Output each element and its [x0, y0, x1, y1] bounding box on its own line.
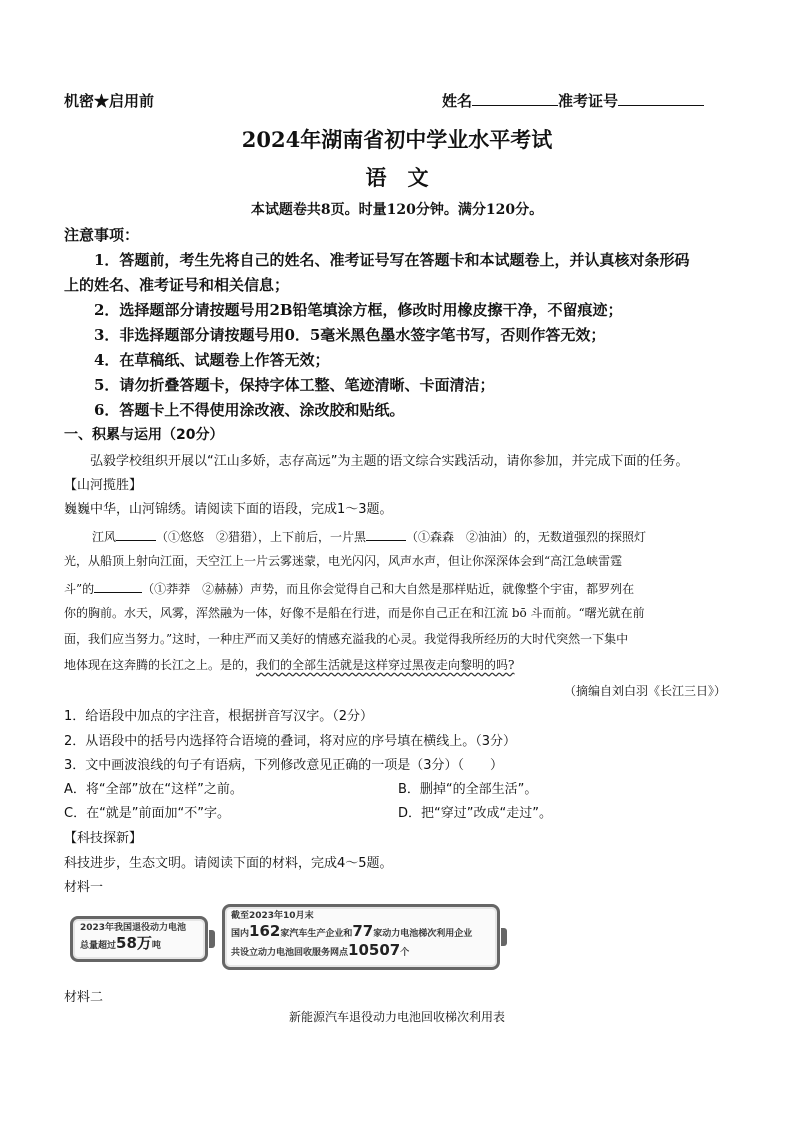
notice-item-4: 4．在草稿纸、试题卷上作答无效；: [94, 351, 330, 369]
notice-item-3: 3．非选择题部分请按题号用0．5毫米黑色墨水签字笔书写，否则作答无效；: [94, 326, 606, 344]
passage-3a: 斗”的: [64, 582, 95, 596]
battery2-line3: 共设立动力电池回收服务网点10507个: [231, 941, 410, 959]
wavy-sentence: 我们的全部生活就是这样穿过黑夜走向黎明的吗?: [256, 658, 515, 672]
part2-lead: 科技进步，生态文明。请阅读下面的材料，完成4～5题。: [64, 856, 393, 871]
passage-1b: （①悠悠 ②猎猎），上下前后，一片黑: [156, 530, 367, 544]
passage-source: （摘编自刘白羽《长江三日》）: [563, 684, 726, 698]
material1-label: 材料一: [64, 880, 104, 895]
part1-lead: 巍巍中华，山河锦绣。请阅读下面的语段，完成1～3题。: [64, 502, 393, 517]
battery2-line1: 截至2023年10月末: [231, 911, 314, 921]
question-3: 3．文中画波浪线的句子有语病，下列修改意见正确的一项是（3分）（ ）: [64, 758, 504, 773]
battery1-line1: 2023年我国退役动力电池: [80, 923, 187, 933]
section1-title: 一、积累与运用（20分）: [64, 427, 224, 443]
notice-item-6: 6．答题卡上不得使用涂改液、涂改胶和贴纸。: [94, 401, 405, 419]
table-title: 新能源汽车退役动力电池回收梯次利用表: [288, 1010, 505, 1024]
question-2: 2．从语段中的括号内选择符合语境的叠词，将对应的序号填在横线上。（3分）: [64, 734, 517, 749]
notice-item-5: 5．请勿折叠答题卡，保持字体工整、笔迹清晰、卡面清洁；: [94, 376, 495, 394]
blank-3[interactable]: [94, 578, 142, 593]
blank-1[interactable]: [116, 526, 156, 541]
id-blank[interactable]: [618, 91, 704, 106]
notice-item-2: 2．选择题部分请按题号用2B铅笔填涂方框，修改时用橡皮擦干净，不留痕迹；: [94, 301, 623, 319]
passage-line-3: [64, 578, 634, 597]
option-b[interactable]: B．删掉“的全部生活”。: [398, 782, 538, 797]
passage-3b: （①莽莽 ②赫赫）声势，而且你会觉得自己和大自然是那样贴近，就像整个宇宙，都罗列在: [142, 582, 635, 596]
passage-line-2: 光，从船顶上射向江面，天空江上一片云雾迷蒙，电光闪闪，风声水声，但让你深深体会到“高江急峡雷霆: [64, 554, 623, 568]
battery1-text: [80, 923, 186, 953]
passage-6a: 地体现在这奔腾的长江之上。是的，: [64, 658, 257, 672]
exam-subject: 语 文: [365, 165, 429, 190]
id-label: 准考证号: [558, 92, 619, 110]
part2-heading: 【科技探新】: [64, 831, 143, 846]
option-d[interactable]: D．把“穿过”改成“走过”。: [398, 806, 552, 821]
passage-line-4: 你的胸前。水天，风雾，浑然融为一体，好像不是船在行进，而是你自己正在和江流 bō 斗而前。“曙光就在前: [64, 606, 645, 620]
battery2-text: [231, 911, 472, 960]
name-field: [442, 90, 704, 111]
option-c[interactable]: C．在“就是”前面加“不”字。: [64, 806, 231, 821]
material2-label: 材料二: [64, 990, 104, 1005]
exam-info: 本试题卷共8页。时量120分钟。满分120分。: [250, 202, 544, 218]
question-1: 1．给语段中加点的字注音，根据拼音写汉字。（2分）: [64, 709, 374, 724]
option-a[interactable]: A．将“全部”放在“这样”之前。: [64, 782, 243, 797]
name-blank[interactable]: [472, 91, 558, 106]
name-label: 姓名: [442, 92, 473, 110]
exam-title: 2024年湖南省初中学业水平考试: [241, 127, 553, 152]
battery-cap-1: [209, 930, 215, 948]
notice-title: 注意事项：: [64, 226, 140, 244]
battery-graphic-1: [70, 916, 208, 962]
battery2-line2: 国内162家汽车生产企业和77家动力电池梯次利用企业: [231, 922, 473, 941]
part1-heading: 【山河揽胜】: [64, 478, 143, 493]
section1-intro: 弘毅学校组织开展以“江山多娇，志存高远”为主题的语文综合实践活动，请你参加，并完成下面的任务。: [90, 454, 689, 469]
battery-graphic-2: [222, 904, 500, 970]
notice-item-1-cont: 上的姓名、准考证号和相关信息；: [64, 276, 290, 294]
battery1-line2: 总量超过58万吨: [80, 934, 161, 953]
notice-item-1: 1．答题前，考生先将自己的姓名、准考证号写在答题卡和本试题卷上，并认真核对条形码: [94, 251, 690, 269]
confidential-label: 机密★启用前: [64, 92, 155, 110]
passage-line-6: [64, 656, 514, 673]
blank-2[interactable]: [366, 526, 406, 541]
passage-line-5: 面，我们应当努力。”这时，一种庄严而又美好的情感充溢我的心灵。我觉得我所经历的大时代突然一下集中: [64, 632, 629, 646]
passage-1c: （①森森 ②油油）的，无数道强烈的探照灯: [406, 530, 647, 544]
passage-1a: 江风: [92, 530, 117, 544]
passage-line-1: [92, 526, 646, 545]
battery-cap-2: [501, 928, 507, 946]
